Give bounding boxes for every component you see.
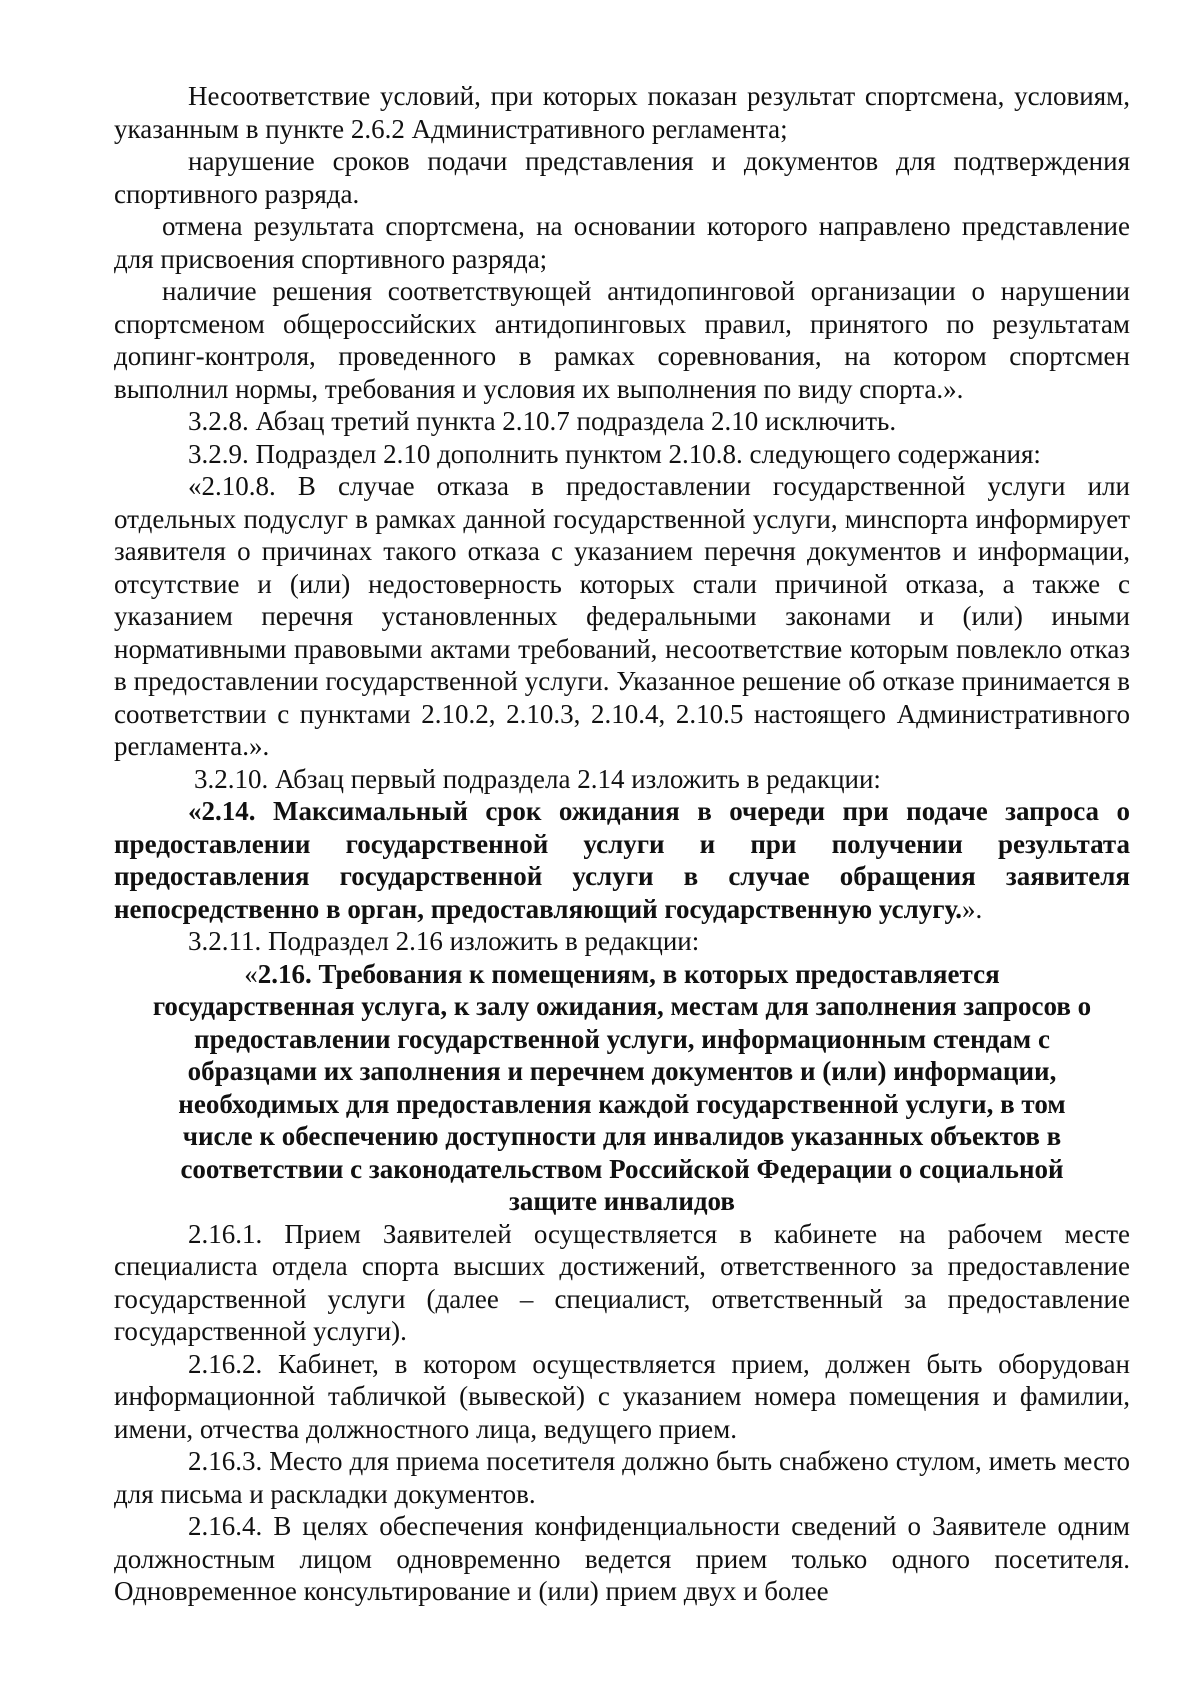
- paragraph-2-10-8: «2.10.8. В случае отказа в предоставлении государственной услуги или отдельных подуслуг в рамках данной государственной услуги, минспорта информирует заявителя о причинах такого отказа с указанием перечня документов и информации, отсутствие и (или) недостоверность которых стали причиной отказа, а также с указанием перечня установленных федеральными законами и (или) иными нормативными правовыми актами требований, несоответствие которым повлекло отказ в предоставлении государственной услуги. Указанное решение об отказе принимается в соответствии с пунктами 2.10.2, 2.10.3, 2.10.4, 2.10.5 настоящего Административного регламента.».: [114, 471, 1130, 761]
- paragraph-3-2-11: 3.2.11. Подраздел 2.16 изложить в редакции:: [188, 926, 700, 956]
- paragraph-result-cancel: отмена результата спортсмена, на основании которого направлено представление для присвоения спортивного разряда;: [114, 211, 1130, 274]
- paragraph-antidoping: наличие решения соответствующей антидопинговой организации о нарушении спортсменом общероссийских антидопинговых правил, принятого по результатам допинг-контроля, проведенного в рамках соревнования, на котором спортсмен выполнил нормы, требования и условия их выполнения по виду спорта.».: [114, 276, 1130, 404]
- paragraph-2-14-text: 2.14. Максимальный срок ожидания в очереди при подаче запроса о предоставлении государственной услуги и при получении результата предоставления государственной услуги в случае обращения заявителя непосредственно в орган, предоставляющий государственную услугу.: [114, 796, 1130, 924]
- paragraph-3-2-8: 3.2.8. Абзац третий пункта 2.10.7 подраздела 2.10 исключить.: [188, 406, 897, 436]
- paragraph-deadline-violation: нарушение сроков подачи представления и документов для подтверждения спортивного разряда.: [114, 146, 1130, 209]
- quote-open: «: [188, 796, 202, 826]
- section-heading-2-16: [142, 958, 1102, 1218]
- section-heading-text: 2.16. Требования к помещениям, в которых предоставляется государственная услуга, к залу ожидания, местам для заполнения запросов о предоставлении государственной услуги, информационным стендам с образцами их заполнения и перечнем документов и (или) информации, необходимых для предоставления каждой государственной услуги, в том числе к обеспечению доступности для инвалидов указанных объектов в соответствии с законодательством Российской Федерации о социальной защите инвалидов: [152, 958, 1092, 1216]
- paragraph-2-16-2: 2.16.2. Кабинет, в котором осуществляется прием, должен быть оборудован информационной табличкой (вывеской) с указанием номера помещения и фамилии, имени, отчества должностного лица, ведущего прием.: [114, 1348, 1130, 1444]
- paragraph-2-16-4: 2.16.4. В целях обеспечения конфиденциальности сведений о Заявителе одним должностным лицом одновременно ведется прием только одного посетителя. Одновременное консультирование и (или) прием двух и более: [114, 1511, 1130, 1606]
- paragraph-nonconformity: Несоответствие условий, при которых показан результат спортсмена, условиям, указанным в пункте 2.6.2 Административного регламента;: [114, 81, 1130, 144]
- quote-close: ».: [962, 893, 983, 924]
- paragraph-3-2-10: 3.2.10. Абзац первый подраздела 2.14 изложить в редакции:: [194, 763, 881, 794]
- document-page: [114, 80, 1130, 1608]
- paragraph-2-16-3: 2.16.3. Место для приема посетителя должно быть снабжено стулом, иметь место для письма и раскладки документов.: [114, 1446, 1130, 1509]
- heading-quote-open: «: [244, 958, 258, 989]
- paragraph-2-14: [114, 795, 1130, 925]
- paragraph-3-2-9: 3.2.9. Подраздел 2.10 дополнить пунктом 2.10.8. следующего содержания:: [188, 438, 1041, 469]
- paragraph-2-16-1: 2.16.1. Прием Заявителей осуществляется в кабинете на рабочем месте специалиста отдела спорта высших достижений, ответственного за предоставление государственной услуги (далее – специалист, ответственный за предоставление государственной услуги).: [114, 1218, 1130, 1346]
